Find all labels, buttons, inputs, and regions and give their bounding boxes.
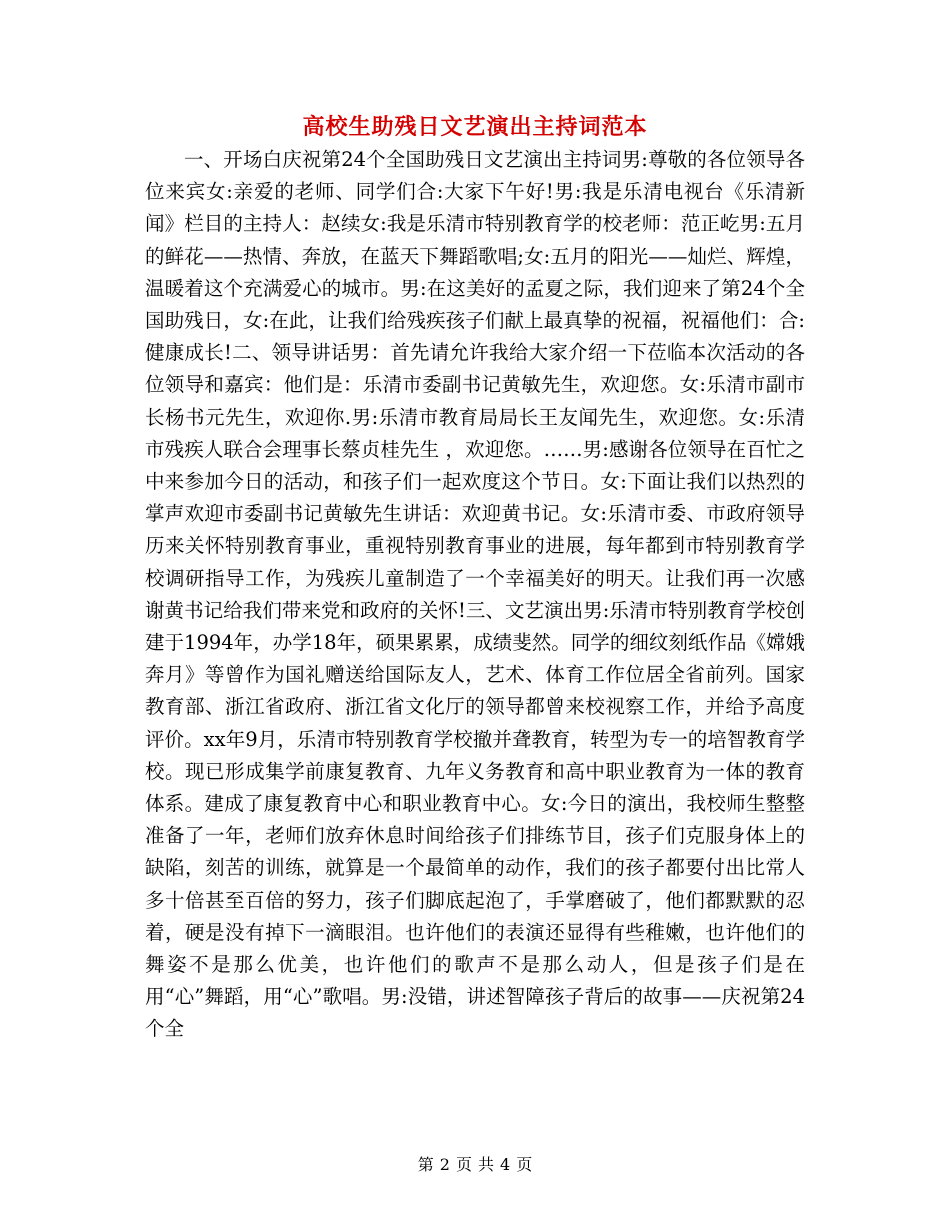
document-title: 高校生助残日文艺演出主持词范本 [302, 114, 648, 140]
footer-total-word: 共 [478, 1155, 495, 1174]
footer-total-pages: 4 [500, 1155, 511, 1174]
footer-current-page: 2 [439, 1155, 450, 1174]
document-body: 一、开场白庆祝第24个全国助残日文艺演出主持词男:尊敬的各位领导各位来宾女:亲爱的老师、同学们合:大家下午好!男:我是乐清电视台《乐清新闻》栏目的主持人：赵续女:我是乐清市特别教育学的校老师：范正屹男:五月的鲜花——热情、奔放，在蓝天下舞蹈歌唱;女:五月的阳光——灿烂、辉煌，温暖着这个充满爱心的城市。男:在这美好的孟夏之际，我们迎来了第24个全国助残日，女:在此，让我们给残疾孩子们献上最真挚的祝福，祝福他们：合:健康成长!二、领导讲话男：首先请允许我给大家介绍一下莅临本次活动的各位领导和嘉宾：他们是：乐清市委副书记黄敏先生，欢迎您。女:乐清市副市长杨书元先生，欢迎你.男:乐清市教育局局长王友闻先生，欢迎您。女:乐清市残疾人联合会理事长蔡贞桂先生 ，欢迎您。……男:感谢各位领导在百忙之中来参加今日的活动，和孩子们一起欢度这个节日。女:下面让我们以热烈的掌声欢迎市委副书记黄敏先生讲话：欢迎黄书记。女:乐清市委、市政府领导历来关怀特别教育事业，重视特别教育事业的进展，每年都到市特别教育学校调研指导工作，为残疾儿童制造了一个幸福美好的明天。让我们再一次感谢黄书记给我们带来党和政府的关怀!三、文艺演出男:乐清市特别教育学校创建于1994年，办学18年，硕果累累，成绩斐然。同学的细纹刻纸作品《嫦娥奔月》等曾作为国礼赠送给国际友人，艺术、体育工作位居全省前列。国家教育部、浙江省政府、浙江省文化厅的领导都曾来校视察工作，并给予高度评价。xx年9月，乐清市特别教育学校撤并聋教育，转型为专一的培智教育学校。现已形成集学前康复教育、九年义务教育和高中职业教育为一体的教育体系。建成了康复教育中心和职业教育中心。女:今日的演出，我校师生整整准备了一年，老师们放弃休息时间给孩子们排练节目，孩子们克服身体上的缺陷，刻苦的训练，就算是一个最简单的动作，我们的孩子都要付出比常人多十倍甚至百倍的努力，孩子们脚底起泡了，手掌磨破了，他们都默默的忍着，硬是没有掉下一滴眼泪。也许他们的表演还显得有些稚嫩，也许他们的舞姿不是那么优美，也许他们的歌声不是那么动人，但是孩子们是在用“心”舞蹈，用“心”歌唱。男:没错，讲述智障孩子背后的故事——庆祝第24个全 [145, 148, 805, 1041]
footer-page-word: 页 [455, 1155, 472, 1174]
footer-prefix: 第 [417, 1155, 434, 1174]
footer-suffix: 页 [516, 1155, 533, 1174]
page-footer [0, 1154, 950, 1176]
